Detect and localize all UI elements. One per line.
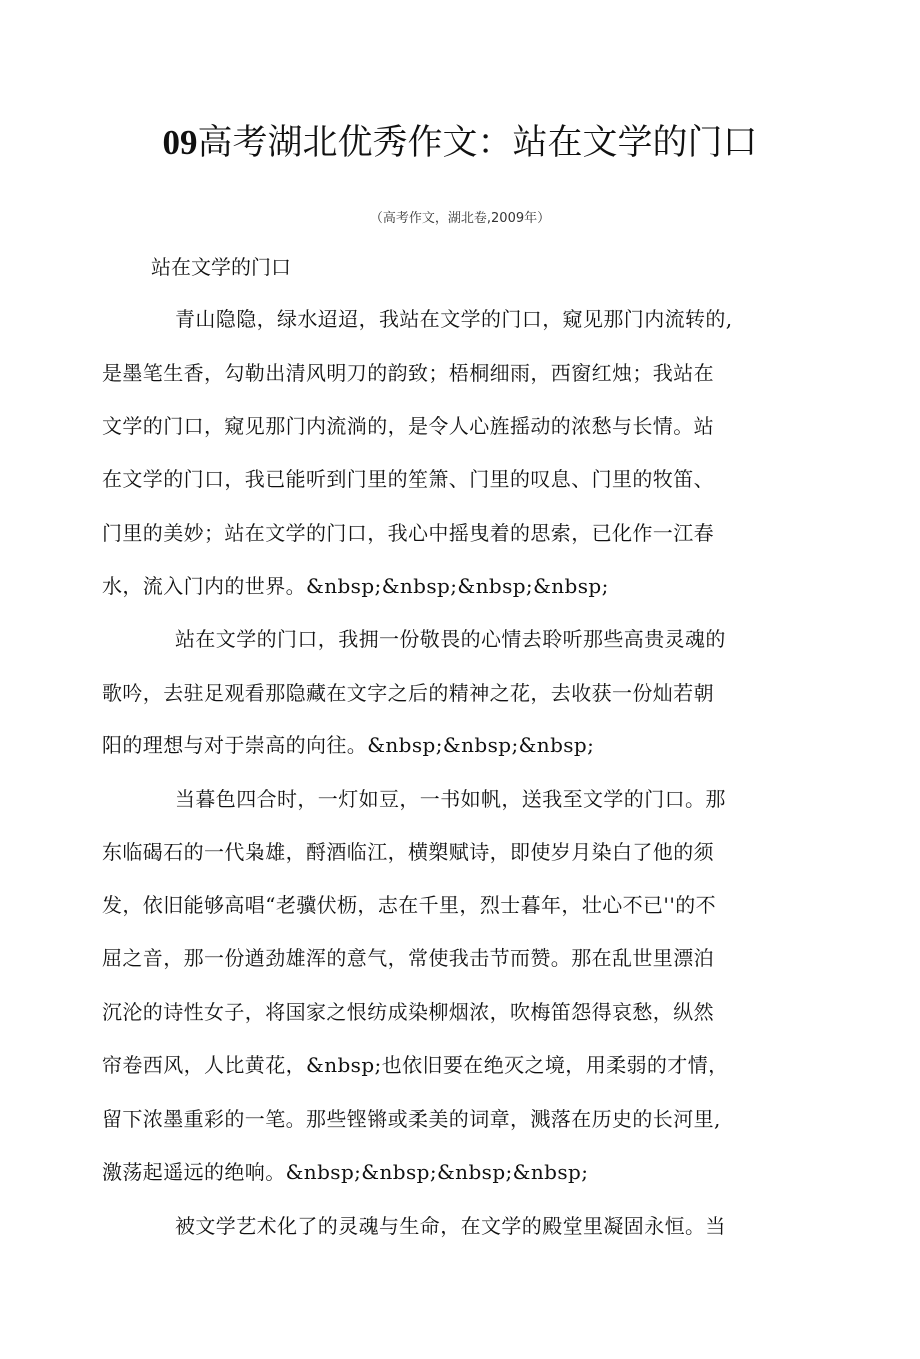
text-line: 激荡起遥远的绝响。&nbsp;&nbsp;&nbsp;&nbsp;: [102, 1160, 589, 1184]
document-subtitle: （高考作文，湖北卷,2009年）: [369, 211, 551, 226]
document-title: [0, 118, 920, 168]
text-line: 水，流入门内的世界。&nbsp;&nbsp;&nbsp;&nbsp;: [102, 574, 609, 598]
text-line: 帘卷西风，人比黄花，&nbsp;也依旧要在绝灭之境，用柔弱的才情，: [102, 1053, 729, 1077]
text-line: 文学的门口，窥见那门内流淌的，是令人心旌摇动的浓愁与长情。站: [102, 414, 714, 438]
text-line: 当暮色四合时，一灯如豆，一书如帆，送我至文学的门口。那: [175, 787, 726, 811]
text-line: 站在文学的门口，我拥一份敬畏的心情去聆听那些高贵灵魂的: [175, 627, 726, 651]
text-line: 东临碣石的一代枭雄，酹酒临江，横槊赋诗，即使岁月染白了他的须: [102, 840, 714, 864]
text-line: 在文学的门口，我已能听到门里的笙箫、门里的叹息、门里的牧笛、: [102, 467, 714, 491]
essay-heading: 站在文学的门口: [151, 255, 291, 279]
text-line: 被文学艺术化了的灵魂与生命，在文学的殿堂里凝固永恒。当: [175, 1214, 726, 1238]
text-line: 阳的理想与对于崇高的向往。&nbsp;&nbsp;&nbsp;: [102, 733, 595, 757]
text-line: 屈之音，那一份遒劲雄浑的意气，常使我击节而赞。那在乱世里漂泊: [102, 946, 714, 970]
text-line: 门里的美妙；站在文学的门口，我心中摇曳着的思索，已化作一江春: [102, 521, 714, 545]
text-line: 沉沦的诗性女子，将国家之恨纺成染柳烟浓，吹梅笛怨得哀愁，纵然: [102, 1000, 714, 1024]
title-text: 高考湖北优秀作文：站在文学的门口: [197, 123, 758, 163]
text-line: 留下浓墨重彩的一笔。那些铿锵或柔美的词章，溅落在历史的长河里,: [102, 1107, 721, 1131]
title-number: 09: [162, 123, 198, 162]
text-line: 是墨笔生香，勾勒出清风明刀的韵致；梧桐细雨，西窗红烛；我站在: [102, 361, 714, 385]
text-line: 青山隐隐，绿水迢迢，我站在文学的门口，窥见那门内流转的,: [175, 307, 733, 331]
text-line: 发，依旧能够高唱“老骥伏枥，志在千里，烈士暮年，壮心不已''的不: [102, 893, 717, 917]
text-line: 歌吟，去驻足观看那隐藏在文字之后的精神之花，去收获一份灿若朝: [102, 681, 714, 705]
